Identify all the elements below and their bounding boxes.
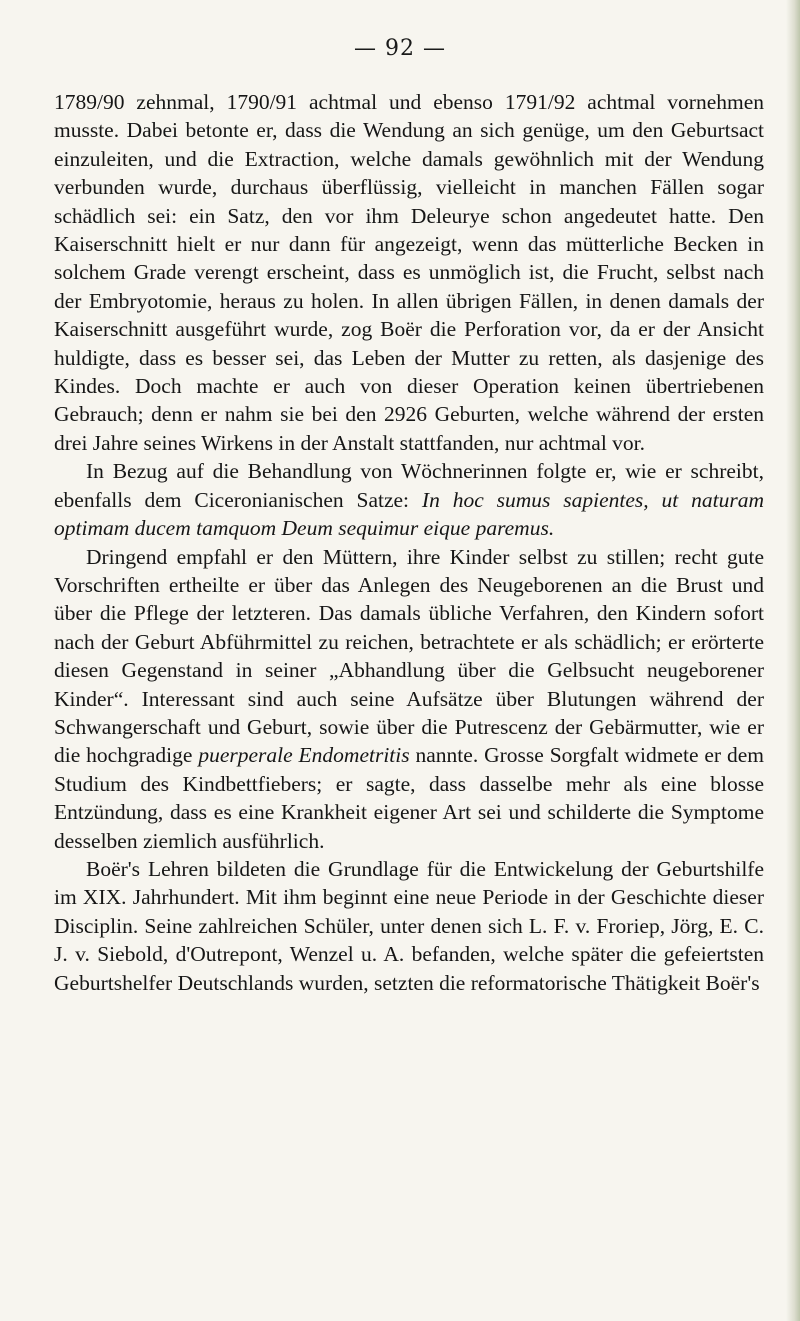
paragraph-3-text-b: nannte. Grosse Sorgfalt widmete er dem Studium des Kindbettfiebers; er sagte, dass dasselbe mehr als eine blosse Entzündung, dass es eine Krankheit eigener Art sei und schilderte die Symptome desselben ziemlich ausführlich. xyxy=(54,743,764,853)
latin-quote: In hoc sumus sapientes, ut naturam optimam ducem tamquom Deum sequimur eique paremus. xyxy=(54,487,764,541)
body-text xyxy=(54,88,764,997)
paragraph-3 xyxy=(54,543,764,855)
paragraph-2 xyxy=(54,457,764,542)
page-number: — 92 — xyxy=(354,36,446,61)
paragraph-2-text: In Bezug auf die Behandlung von Wöchnerinnen folgte er, wie er schreibt, ebenfalls dem Ciceronianischen Satze: xyxy=(54,459,764,512)
paragraph-3-text-a: Dringend empfahl er den Müttern, ihre Kinder selbst zu stillen; recht gute Vorschriften ertheilte er über das Anlegen des Neugeborenen an die Brust und über die Pflege der letzteren. Das damals übliche Verfahren, den Kindern sofort nach der Geburt Abführmittel zu reichen, betrachtete er als schädlich; er erörterte diesen Gegenstand in seiner „Abhandlung über die Gelbsucht neugeborener Kinder“. Interessant sind auch seine Aufsätze über Blutungen während der Schwangerschaft und Geburt, sowie über die Putrescenz der Gebärmutter, wie er die hochgradige xyxy=(54,544,764,768)
paragraph-4 xyxy=(54,855,764,997)
page-edge-shadow xyxy=(786,0,800,1321)
medical-term: puerperale Endometritis xyxy=(198,743,410,768)
paragraph-1-text: 1789/90 zehnmal, 1790/91 achtmal und ebenso 1791/92 achtmal vornehmen musste. Dabei betonte er, dass die Wendung an sich genüge, um den Geburtsact einzuleiten, und die Extraction, welche damals gewöhnlich mit der Wendung verbunden wurde, durchaus überflüssig, vielleicht in manchen Fällen sogar schädlich sei: ein Satz, den vor ihm Deleurye schon angedeutet hatte. Den Kaiserschnitt hielt er nur dann für angezeigt, wenn das mütterliche Becken in solchem Grade verengt erscheint, dass es unmöglich ist, die Frucht, selbst nach der Embryotomie, heraus zu holen. In allen übrigen Fällen, in denen damals der Kaiserschnitt ausgeführt wurde, zog Boër die Perforation vor, da er der Ansicht huldigte, dass es besser sei, das Leben der Mutter zu retten, als dasjenige des Kindes. Doch machte er auch von dieser Operation keinen übertriebenen Gebrauch; denn er nahm sie bei den 2926 Geburten, welche während der ersten drei Jahre seines Wirkens in der Anstalt stattfanden, nur achtmal vor. xyxy=(54,90,764,455)
paragraph-1 xyxy=(54,88,764,457)
paragraph-4-text: Boër's Lehren bildeten die Grundlage für die Entwickelung der Geburtshilfe im XIX. Jahrhundert. Mit ihm beginnt eine neue Periode in der Geschichte dieser Disciplin. Seine zahlreichen Schüler, unter denen sich L. F. v. Froriep, Jörg, E. C. J. v. Siebold, d'Outrepont, Wenzel u. A. befanden, welche später die gefeiertsten Geburtshelfer Deutschlands wurden, setzten die reformatorische Thätigkeit Boër's xyxy=(54,856,764,995)
